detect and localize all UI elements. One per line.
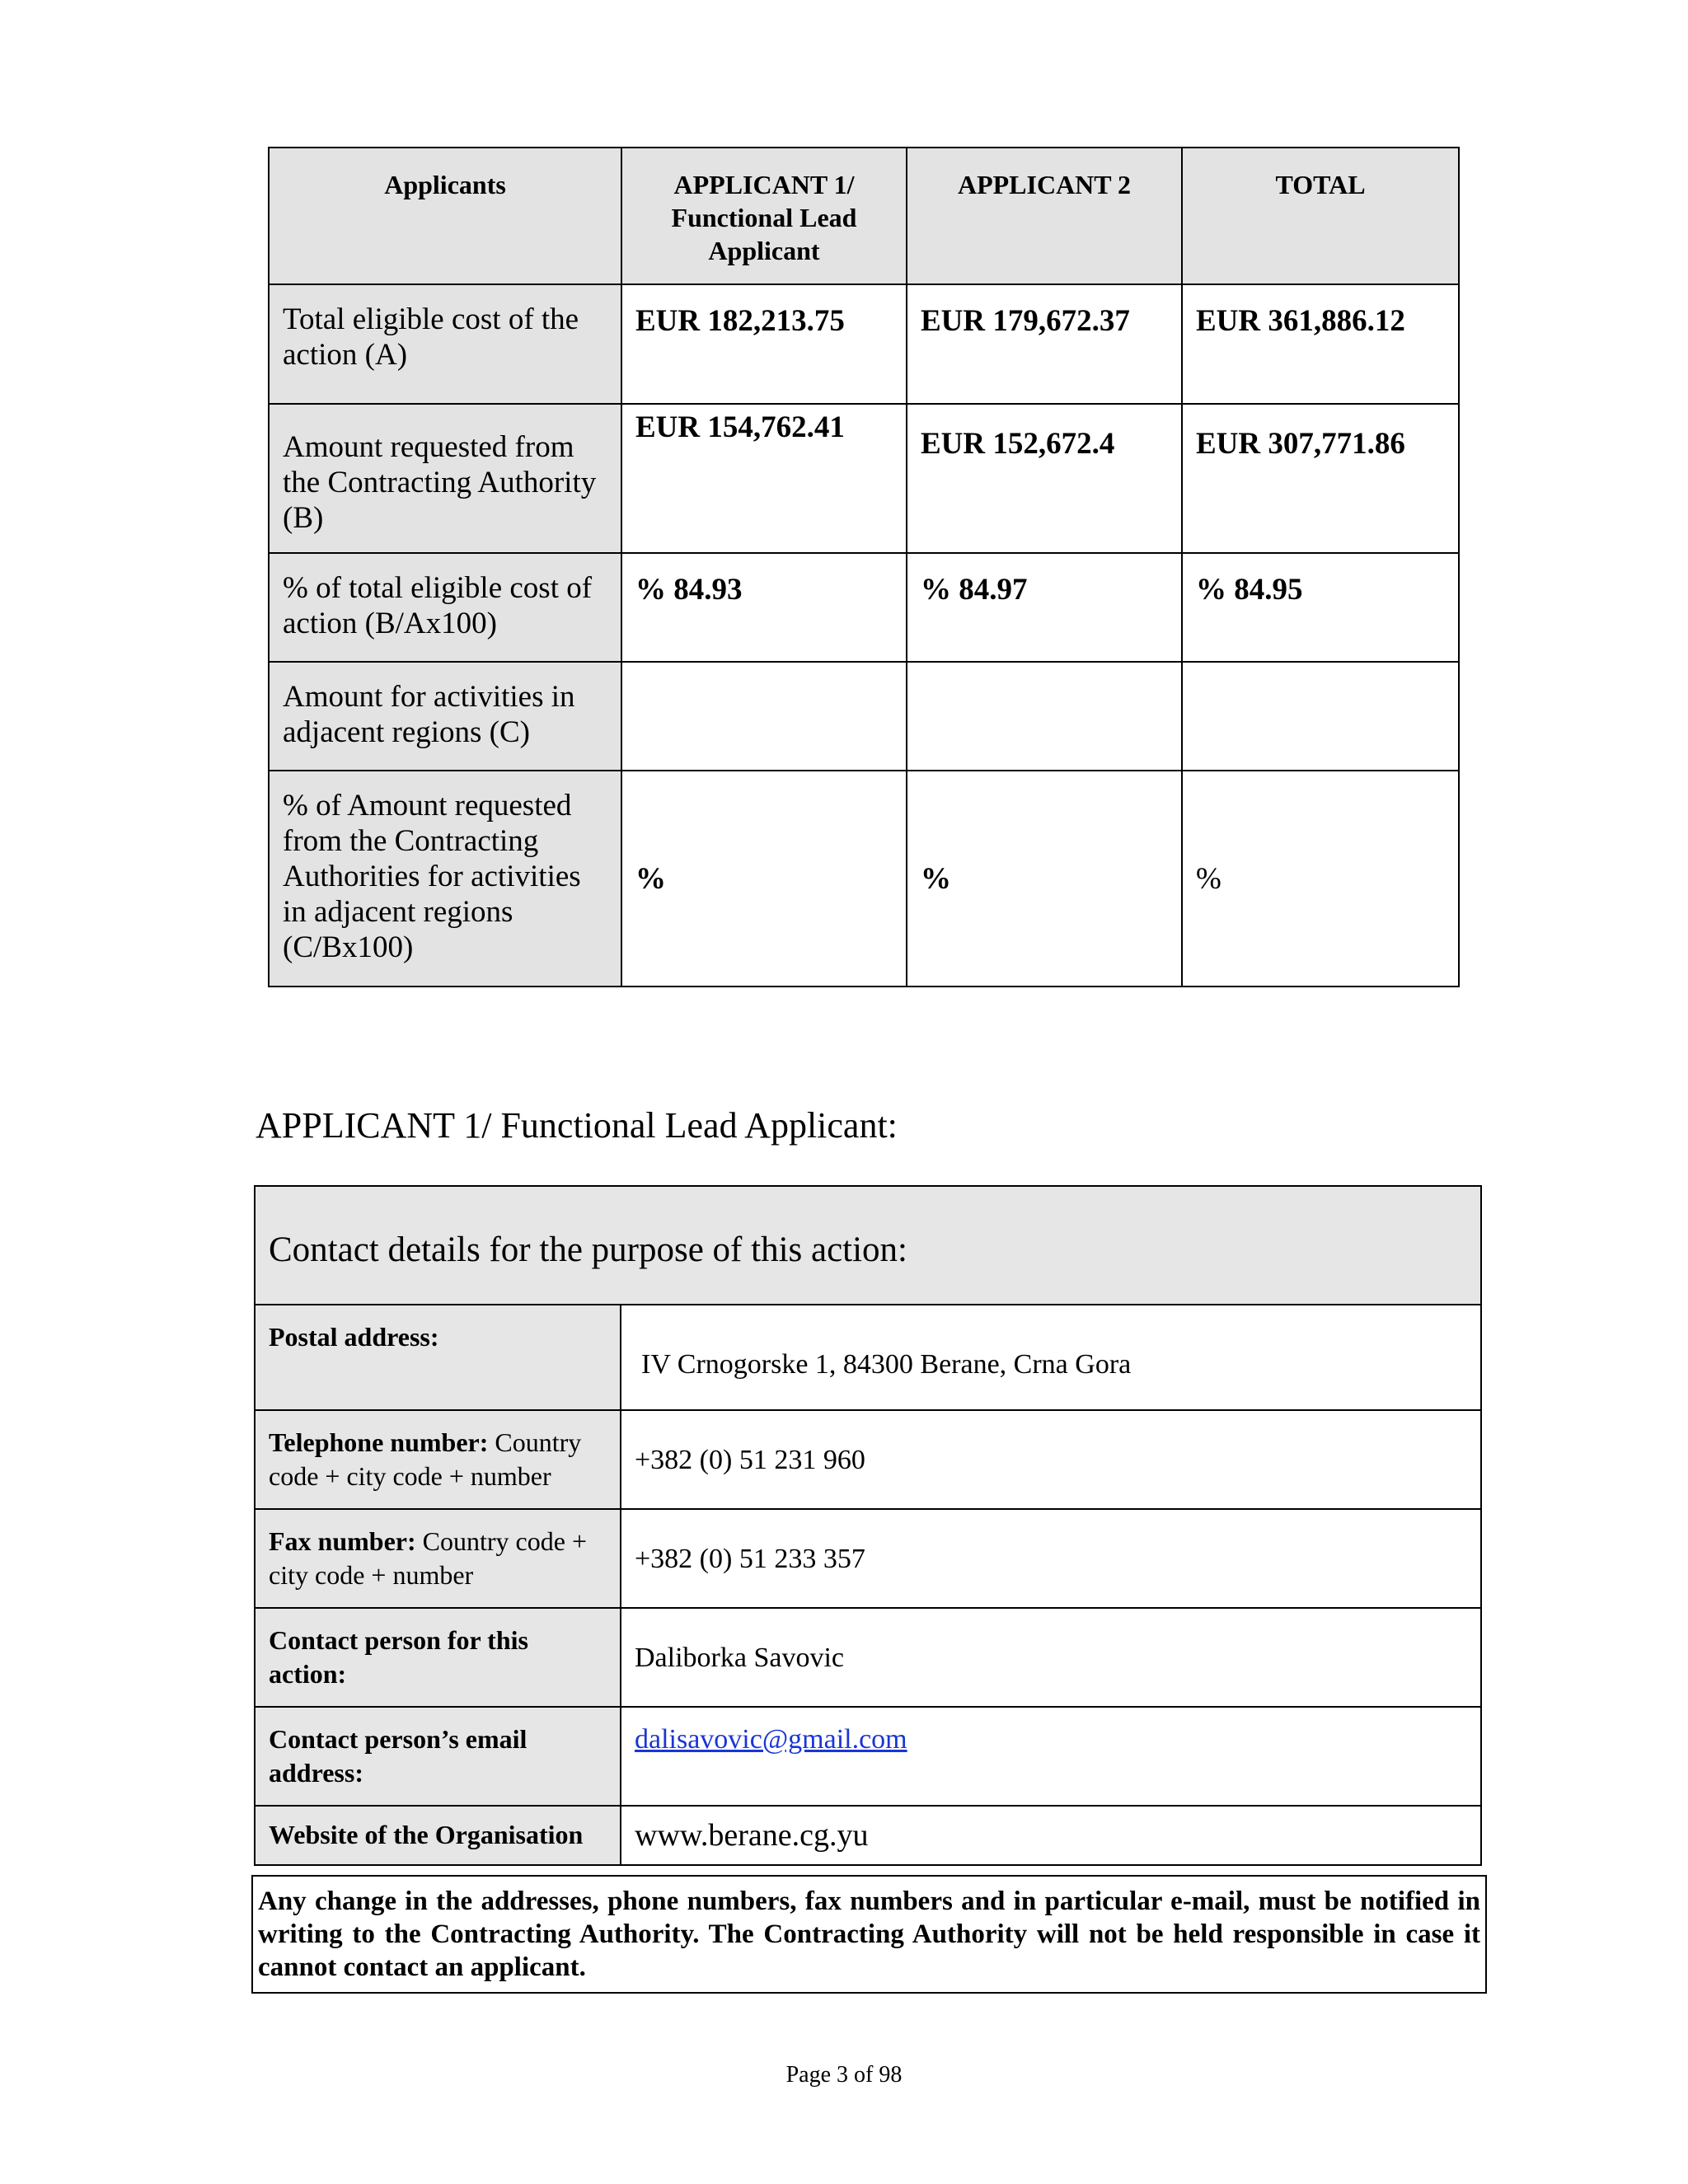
cell-applicant-1: % — [621, 771, 907, 987]
header-applicant-1: APPLICANT 1/ Functional Lead Applicant — [621, 148, 907, 284]
telephone-value: +382 (0) 51 231 960 — [621, 1410, 1481, 1509]
cell-total — [1182, 662, 1459, 771]
section-heading: APPLICANT 1/ Functional Lead Applicant: — [256, 1105, 898, 1146]
cell-applicant-2: EUR 152,672.4 — [907, 404, 1182, 553]
postal-address-label — [255, 1305, 621, 1410]
cell-applicant-2: % 84.97 — [907, 553, 1182, 662]
cell-applicant-2: % — [907, 771, 1182, 987]
budget-row-percent-eligible — [269, 553, 1459, 662]
contact-person-value: Daliborka Savovic — [621, 1608, 1481, 1707]
cell-total: EUR 361,886.12 — [1182, 284, 1459, 404]
telephone-label — [255, 1410, 621, 1509]
row-label: Total eligible cost of the action (A) — [269, 284, 621, 404]
budget-header-row — [269, 148, 1459, 284]
label-bold: Fax number: — [269, 1526, 416, 1556]
header-applicants: Applicants — [269, 148, 621, 284]
row-label: % of Amount requested from the Contracting Authorities for activities in adjacent regions (C/Bx100) — [269, 771, 621, 987]
email-label — [255, 1707, 621, 1806]
fax-value: +382 (0) 51 233 357 — [621, 1509, 1481, 1608]
contact-row-postal — [255, 1305, 1481, 1410]
website-label — [255, 1806, 621, 1865]
contact-row-website — [255, 1806, 1481, 1865]
row-label: % of total eligible cost of action (B/Ax100) — [269, 553, 621, 662]
budget-row-adjacent-percent — [269, 771, 1459, 987]
label-bold: Contact person for this action: — [269, 1625, 528, 1689]
cell-total: EUR 307,771.86 — [1182, 404, 1459, 553]
budget-row-total-eligible — [269, 284, 1459, 404]
cell-applicant-1: % 84.93 — [621, 553, 907, 662]
header-total: TOTAL — [1182, 148, 1459, 284]
contact-change-notice: Any change in the addresses, phone numbers, fax numbers and in particular e-mail, must be notified in writing to the Contracting Authority. The Contracting Authority will not be held responsible in case it cannot contact an applicant. — [251, 1875, 1487, 1994]
contact-row-person — [255, 1608, 1481, 1707]
label-rest: Country code + city code + number — [269, 1427, 582, 1491]
row-label: Amount for activities in adjacent regions (C) — [269, 662, 621, 771]
budget-row-amount-requested — [269, 404, 1459, 553]
label-rest: Country code + city code + number — [269, 1526, 587, 1590]
cell-total: % — [1182, 771, 1459, 987]
email-value — [621, 1707, 1481, 1806]
email-link[interactable]: dalisavovic@gmail.com — [635, 1724, 907, 1755]
contact-row-telephone — [255, 1410, 1481, 1509]
row-label: Amount requested from the Contracting Authority (B) — [269, 404, 621, 553]
budget-table — [268, 147, 1460, 987]
contact-title-row — [255, 1186, 1481, 1305]
label-bold: Contact person’s email address: — [269, 1724, 528, 1788]
cell-applicant-2 — [907, 662, 1182, 771]
label-bold: Telephone number: — [269, 1427, 489, 1457]
label-bold: Postal address: — [269, 1322, 439, 1352]
fax-label — [255, 1509, 621, 1608]
website-value: www.berane.cg.yu — [621, 1806, 1481, 1865]
contact-row-email — [255, 1707, 1481, 1806]
cell-applicant-1: EUR 182,213.75 — [621, 284, 907, 404]
label-bold: Website of the Organisation — [269, 1820, 584, 1849]
cell-total: % 84.95 — [1182, 553, 1459, 662]
contact-table-title: Contact details for the purpose of this action: — [255, 1186, 1481, 1305]
contact-row-fax — [255, 1509, 1481, 1608]
page-number: Page 3 of 98 — [785, 2062, 903, 2088]
postal-address-value: IV Crnogorske 1, 84300 Berane, Crna Gora — [621, 1305, 1481, 1410]
header-applicant-2: APPLICANT 2 — [907, 148, 1182, 284]
cell-applicant-2: EUR 179,672.37 — [907, 284, 1182, 404]
cell-applicant-1 — [621, 662, 907, 771]
budget-row-adjacent-amount — [269, 662, 1459, 771]
contact-person-label — [255, 1608, 621, 1707]
cell-applicant-1: EUR 154,762.41 — [621, 404, 907, 553]
contact-details-table — [254, 1185, 1482, 1866]
